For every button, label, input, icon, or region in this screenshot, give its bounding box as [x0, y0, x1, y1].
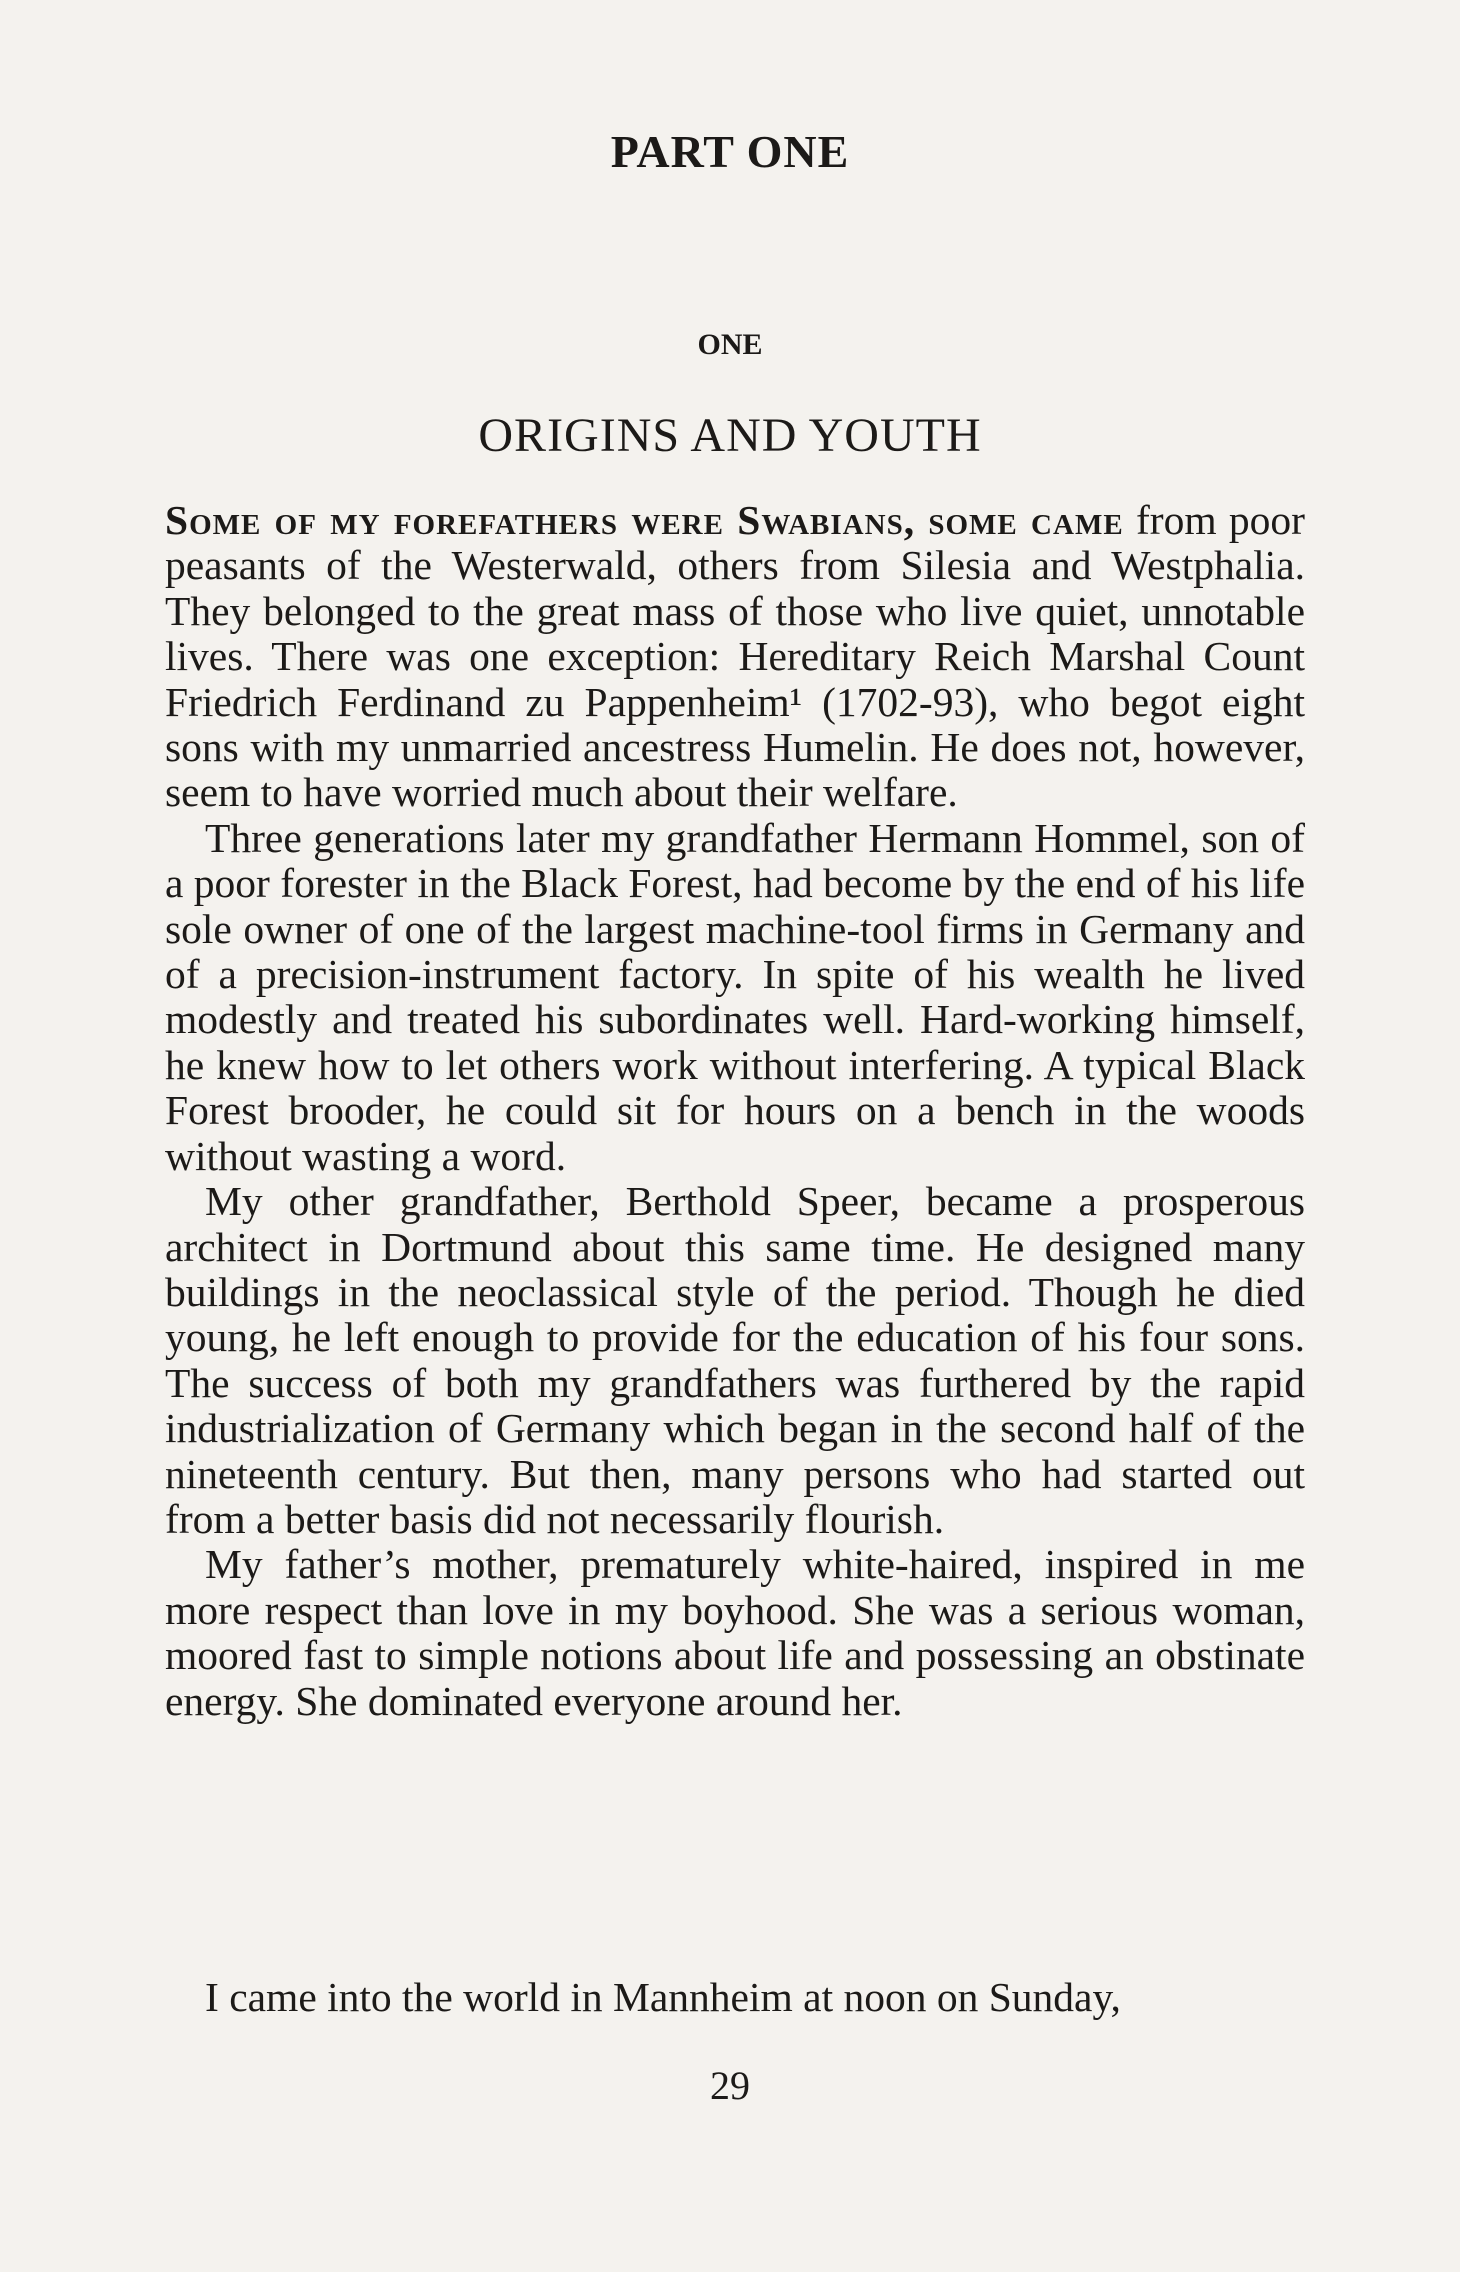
paragraph-4: My father’s mother, prematurely white-haired, inspired in me more respect than love in my boyhood. She was a serious woman, moored fast to simple notions about life and possessing an obstinate energy. She dominated everyone around her. [165, 1541, 1305, 1724]
paragraph-5: I came into the world in Mannheim at noon on Sunday, [205, 1974, 1121, 2020]
body-text [165, 498, 1305, 1724]
chapter-number: ONE [697, 328, 763, 361]
paragraph-1 [165, 498, 1305, 816]
part-title: PART ONE [610, 126, 850, 177]
page-number: 29 [710, 2063, 750, 2108]
paragraph-2: Three generations later my grandfather Hermann Hommel, son of a poor forester in the Black Forest, had become by the end of his life sole owner of one of the largest machine-tool firms in Germany and of a precision-instrument factory. In spite of his wealth he lived modestly and treated his subordinates well. Hard-working himself, he knew how to let others work without interfering. A typical Black Forest brooder, he could sit for hours on a bench in the woods without wasting a word. [165, 814, 1305, 1179]
paragraph-1-text: from poor peasants of the Westerwald, others from Silesia and Westphalia. They belonged to the great mass of those who live quiet, unnotable lives. There was one exception: Hereditary Reich Marshal Count Friedrich Ferdinand zu Pappenheim¹ (1702-93), who begot eight sons with my unmarried ancestress Humelin. He does not, however, seem to have worried much about their welfare. [165, 497, 1305, 816]
paragraph-3: My other grandfather, Berthold Speer, became a prosperous architect in Dortmund about this same time. He designed many buildings in the neoclassical style of the period. Though he died young, he left enough to provide for the education of his four sons. The success of both my grandfathers was furthered by the rapid industrialization of Germany which began in the second half of the nineteenth century. But then, many persons who had started out from a better basis did not necessarily flourish. [165, 1178, 1305, 1542]
paragraph-1-lead-smallcaps: Some of my forefathers were Swabians, some came [165, 497, 1124, 543]
chapter-title: ORIGINS AND YOUTH [478, 409, 982, 462]
